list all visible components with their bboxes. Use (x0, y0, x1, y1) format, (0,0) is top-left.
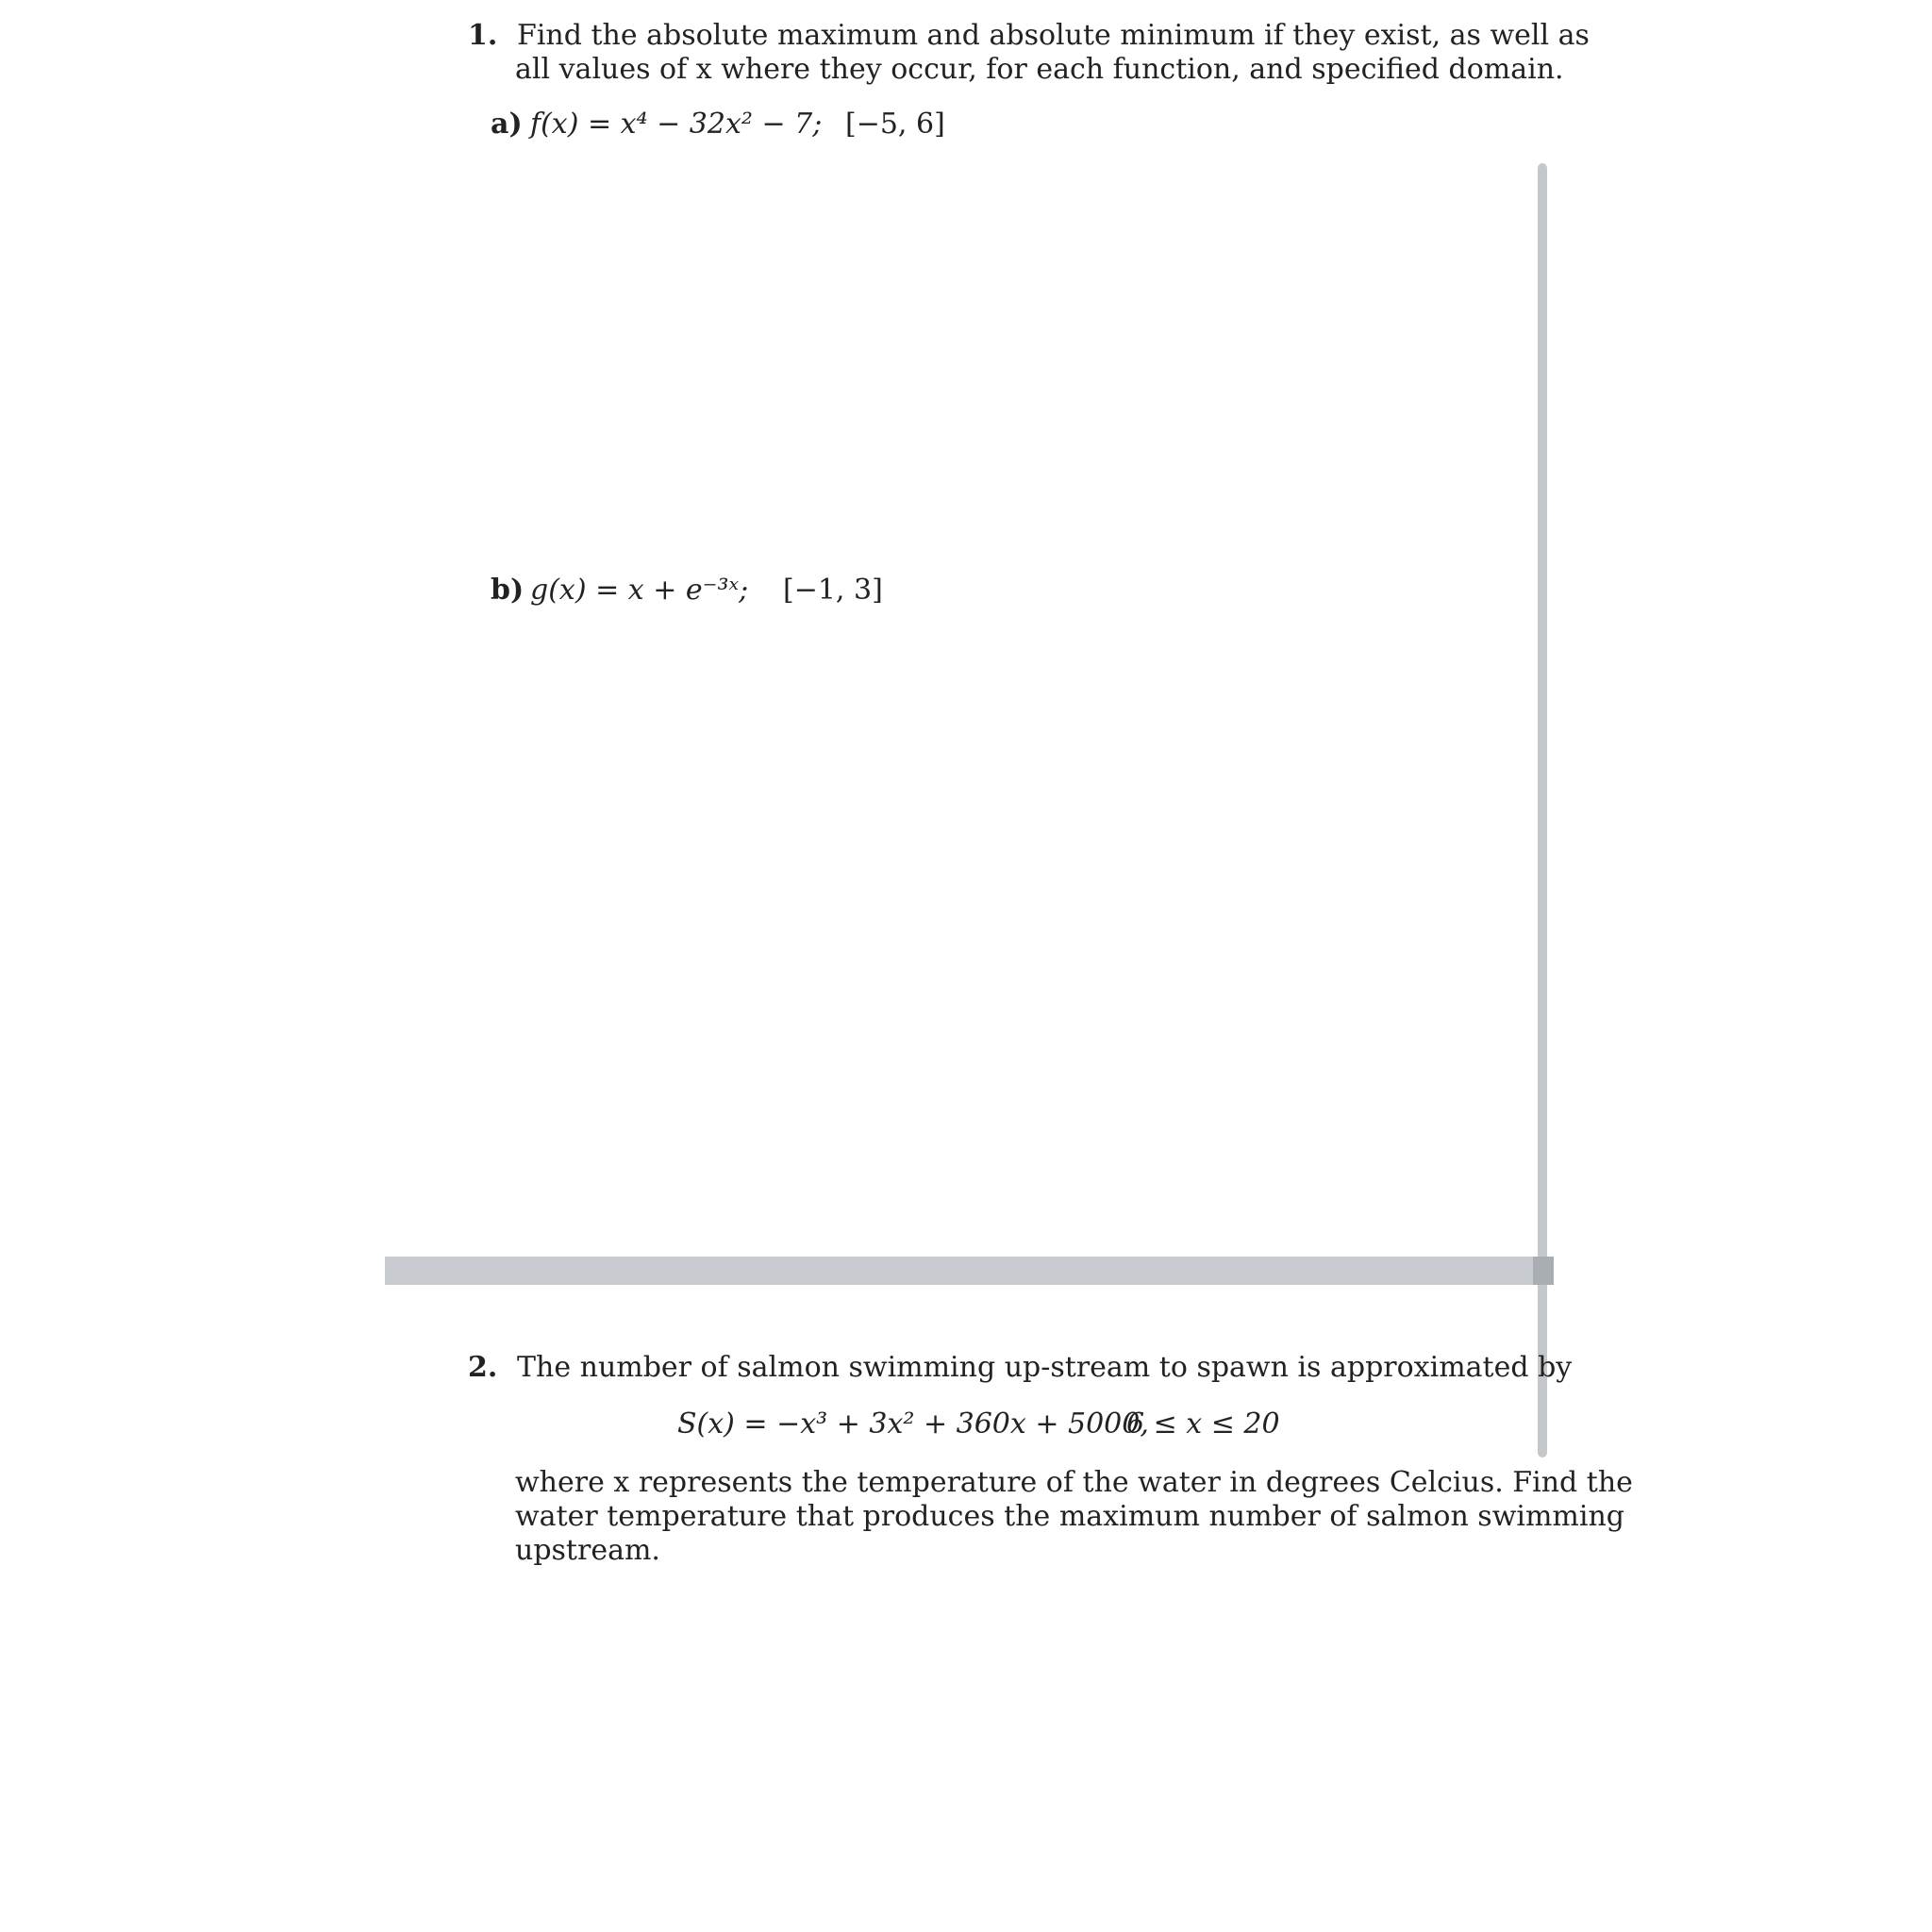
part-b-function: g(x) = x + e⁻³ˣ; (530, 574, 749, 607)
page-separator (385, 1257, 1554, 1285)
part-a-domain: [−5, 6] (845, 108, 945, 141)
problem-1-text-line-1: Find the absolute maximum and absolute minimum if they exist, as well as (517, 19, 1590, 52)
part-a-label: a) (491, 108, 523, 141)
problem-1-number (468, 19, 497, 53)
problem-2-text-after-line-1: where x represents the temperature of the water in degrees Celcius. Find the (515, 1466, 1633, 1499)
problem-2-number (468, 1351, 497, 1385)
problem-number: 1. (468, 19, 498, 52)
problem-2-formula: S(x) = −x³ + 3x² + 360x + 5000, (677, 1407, 1149, 1441)
page-separator-end (1533, 1257, 1554, 1285)
part-b-domain: [−1, 3] (783, 574, 883, 607)
part-a-function: f(x) = x⁴ − 32x² − 7; (530, 108, 823, 141)
problem-2-text-after-line-3: upstream. (515, 1534, 660, 1567)
problem-2-text-line-1: The number of salmon swimming up-stream to spawn is approximated by (517, 1351, 1573, 1384)
problem-1-text-line-2: all values of x where they occur, for each function, and specified domain. (515, 53, 1564, 86)
part-b-label: b) (491, 574, 525, 607)
problem-2-text-after-line-2: water temperature that produces the maximum number of salmon swimming (515, 1500, 1624, 1533)
problem-2-formula-domain: 6 ≤ x ≤ 20 (1126, 1407, 1280, 1441)
problem-number: 2. (468, 1351, 498, 1384)
